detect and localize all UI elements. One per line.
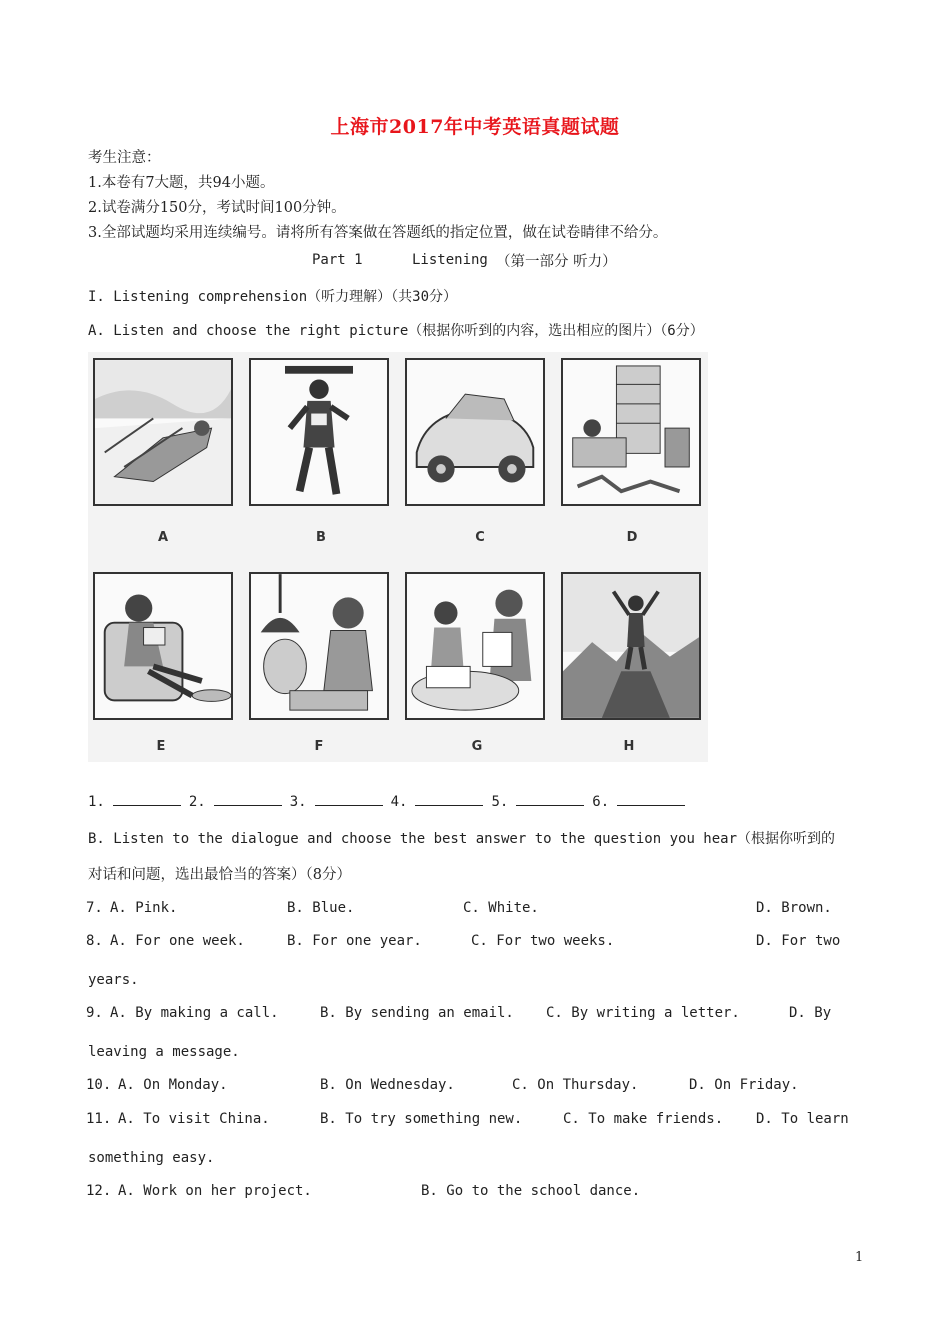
question-number: 8. (86, 933, 103, 949)
picture-d (561, 358, 701, 506)
picture-label: A (157, 530, 169, 545)
part-cn: （第一部分 听力） (496, 254, 617, 270)
answer-blanks (88, 793, 693, 810)
picture-e (93, 572, 233, 720)
option-b: B. Blue. (287, 900, 355, 916)
page-title: 上海市2017年中考英语真题试题 (330, 116, 620, 138)
notice-item: 3.全部试题均采用连续编号。请将所有答案做在答题纸的指定位置，做在试卷睛律不给分。 (88, 225, 668, 241)
picture-label: C (475, 530, 485, 545)
answer-blank[interactable] (113, 793, 181, 806)
picture-b (249, 358, 389, 506)
picture-c (405, 358, 545, 506)
option-b: B. To try something new. (320, 1111, 523, 1127)
answer-blank[interactable] (617, 793, 685, 806)
option-c: C. For two weeks. (471, 933, 615, 949)
picture-label: E (156, 739, 166, 754)
question-number: 7. (86, 900, 103, 916)
option-c: C. White. (463, 900, 539, 916)
notice-heading: 考生注意： (88, 150, 161, 166)
option-a: A. By making a call. (110, 1005, 279, 1021)
armchair-reading-icon (95, 574, 231, 718)
runner-icon (251, 360, 387, 504)
section-a-heading: A. Listen and choose the right picture（根据你听到的内容，选出相应的图片）（6分） (88, 323, 704, 339)
option-c: C. To make friends. (563, 1111, 724, 1127)
blank-number: 5. (491, 794, 509, 810)
answer-blank[interactable] (315, 793, 383, 806)
option-b: B. By sending an email. (320, 1005, 514, 1021)
option-b: B. On Wednesday. (320, 1077, 455, 1093)
option-b: B. For one year. (287, 933, 422, 949)
option-a: A. To visit China. (118, 1111, 270, 1127)
option-continuation: leaving a message. (88, 1044, 240, 1060)
picture-g (405, 572, 545, 720)
picture-label: H (623, 739, 635, 754)
picture-label: B (316, 530, 326, 545)
section-b-heading-cont: 对话和问题，选出最恰当的答案）（8分） (88, 867, 351, 883)
section-heading: I. Listening comprehension（听力理解）（共30分） (88, 289, 458, 305)
section-b-heading: B. Listen to the dialogue and choose the best answer to the question you hear（根据你听到的 (88, 831, 836, 847)
picture-h (561, 572, 701, 720)
part-label: Part 1 (312, 252, 363, 268)
option-continuation: something easy. (88, 1150, 215, 1166)
option-d: D. For two (756, 933, 841, 949)
notice-item: 2.试卷满分150分，考试时间100分钟。 (88, 200, 346, 216)
blank-number: 6. (592, 794, 610, 810)
blank-number: 4. (390, 794, 408, 810)
blank-number: 1. (88, 794, 105, 810)
notice-item: 1.本卷有7大题，共94小题。 (88, 175, 275, 191)
beach-lying-icon (95, 360, 231, 504)
answer-blank[interactable] (516, 793, 584, 806)
picture-a (93, 358, 233, 506)
option-c: C. On Thursday. (512, 1077, 639, 1093)
option-a: A. For one week. (110, 933, 245, 949)
option-a: A. Pink. (110, 900, 178, 916)
mountain-top-icon (563, 574, 699, 718)
car-icon (407, 360, 543, 504)
answer-blank[interactable] (415, 793, 483, 806)
option-a: A. On Monday. (118, 1077, 228, 1093)
blank-number: 3. (289, 794, 307, 810)
mother-child-reading-icon (407, 574, 543, 718)
part-name: Listening (412, 252, 488, 268)
question-number: 9. (86, 1005, 103, 1021)
option-a: A. Work on her project. (118, 1183, 312, 1199)
page-number: 1 (855, 1250, 864, 1265)
option-d: D. To learn (756, 1111, 849, 1127)
picture-f (249, 572, 389, 720)
blank-number: 2. (188, 794, 206, 810)
answer-blank[interactable] (214, 793, 282, 806)
question-number: 12. (86, 1183, 112, 1199)
messy-room-icon (563, 360, 699, 504)
option-d: D. On Friday. (689, 1077, 799, 1093)
picture-label: D (626, 530, 638, 545)
lamp-girl-icon (251, 574, 387, 718)
option-d: D. Brown. (756, 900, 832, 916)
question-number: 10. (86, 1077, 112, 1093)
question-number: 11. (86, 1111, 112, 1127)
option-d: D. By (789, 1005, 832, 1021)
option-continuation: years. (88, 972, 139, 988)
option-c: C. By writing a letter. (546, 1005, 740, 1021)
picture-label: F (314, 739, 324, 754)
option-b: B. Go to the school dance. (421, 1183, 641, 1199)
picture-label: G (471, 739, 483, 754)
